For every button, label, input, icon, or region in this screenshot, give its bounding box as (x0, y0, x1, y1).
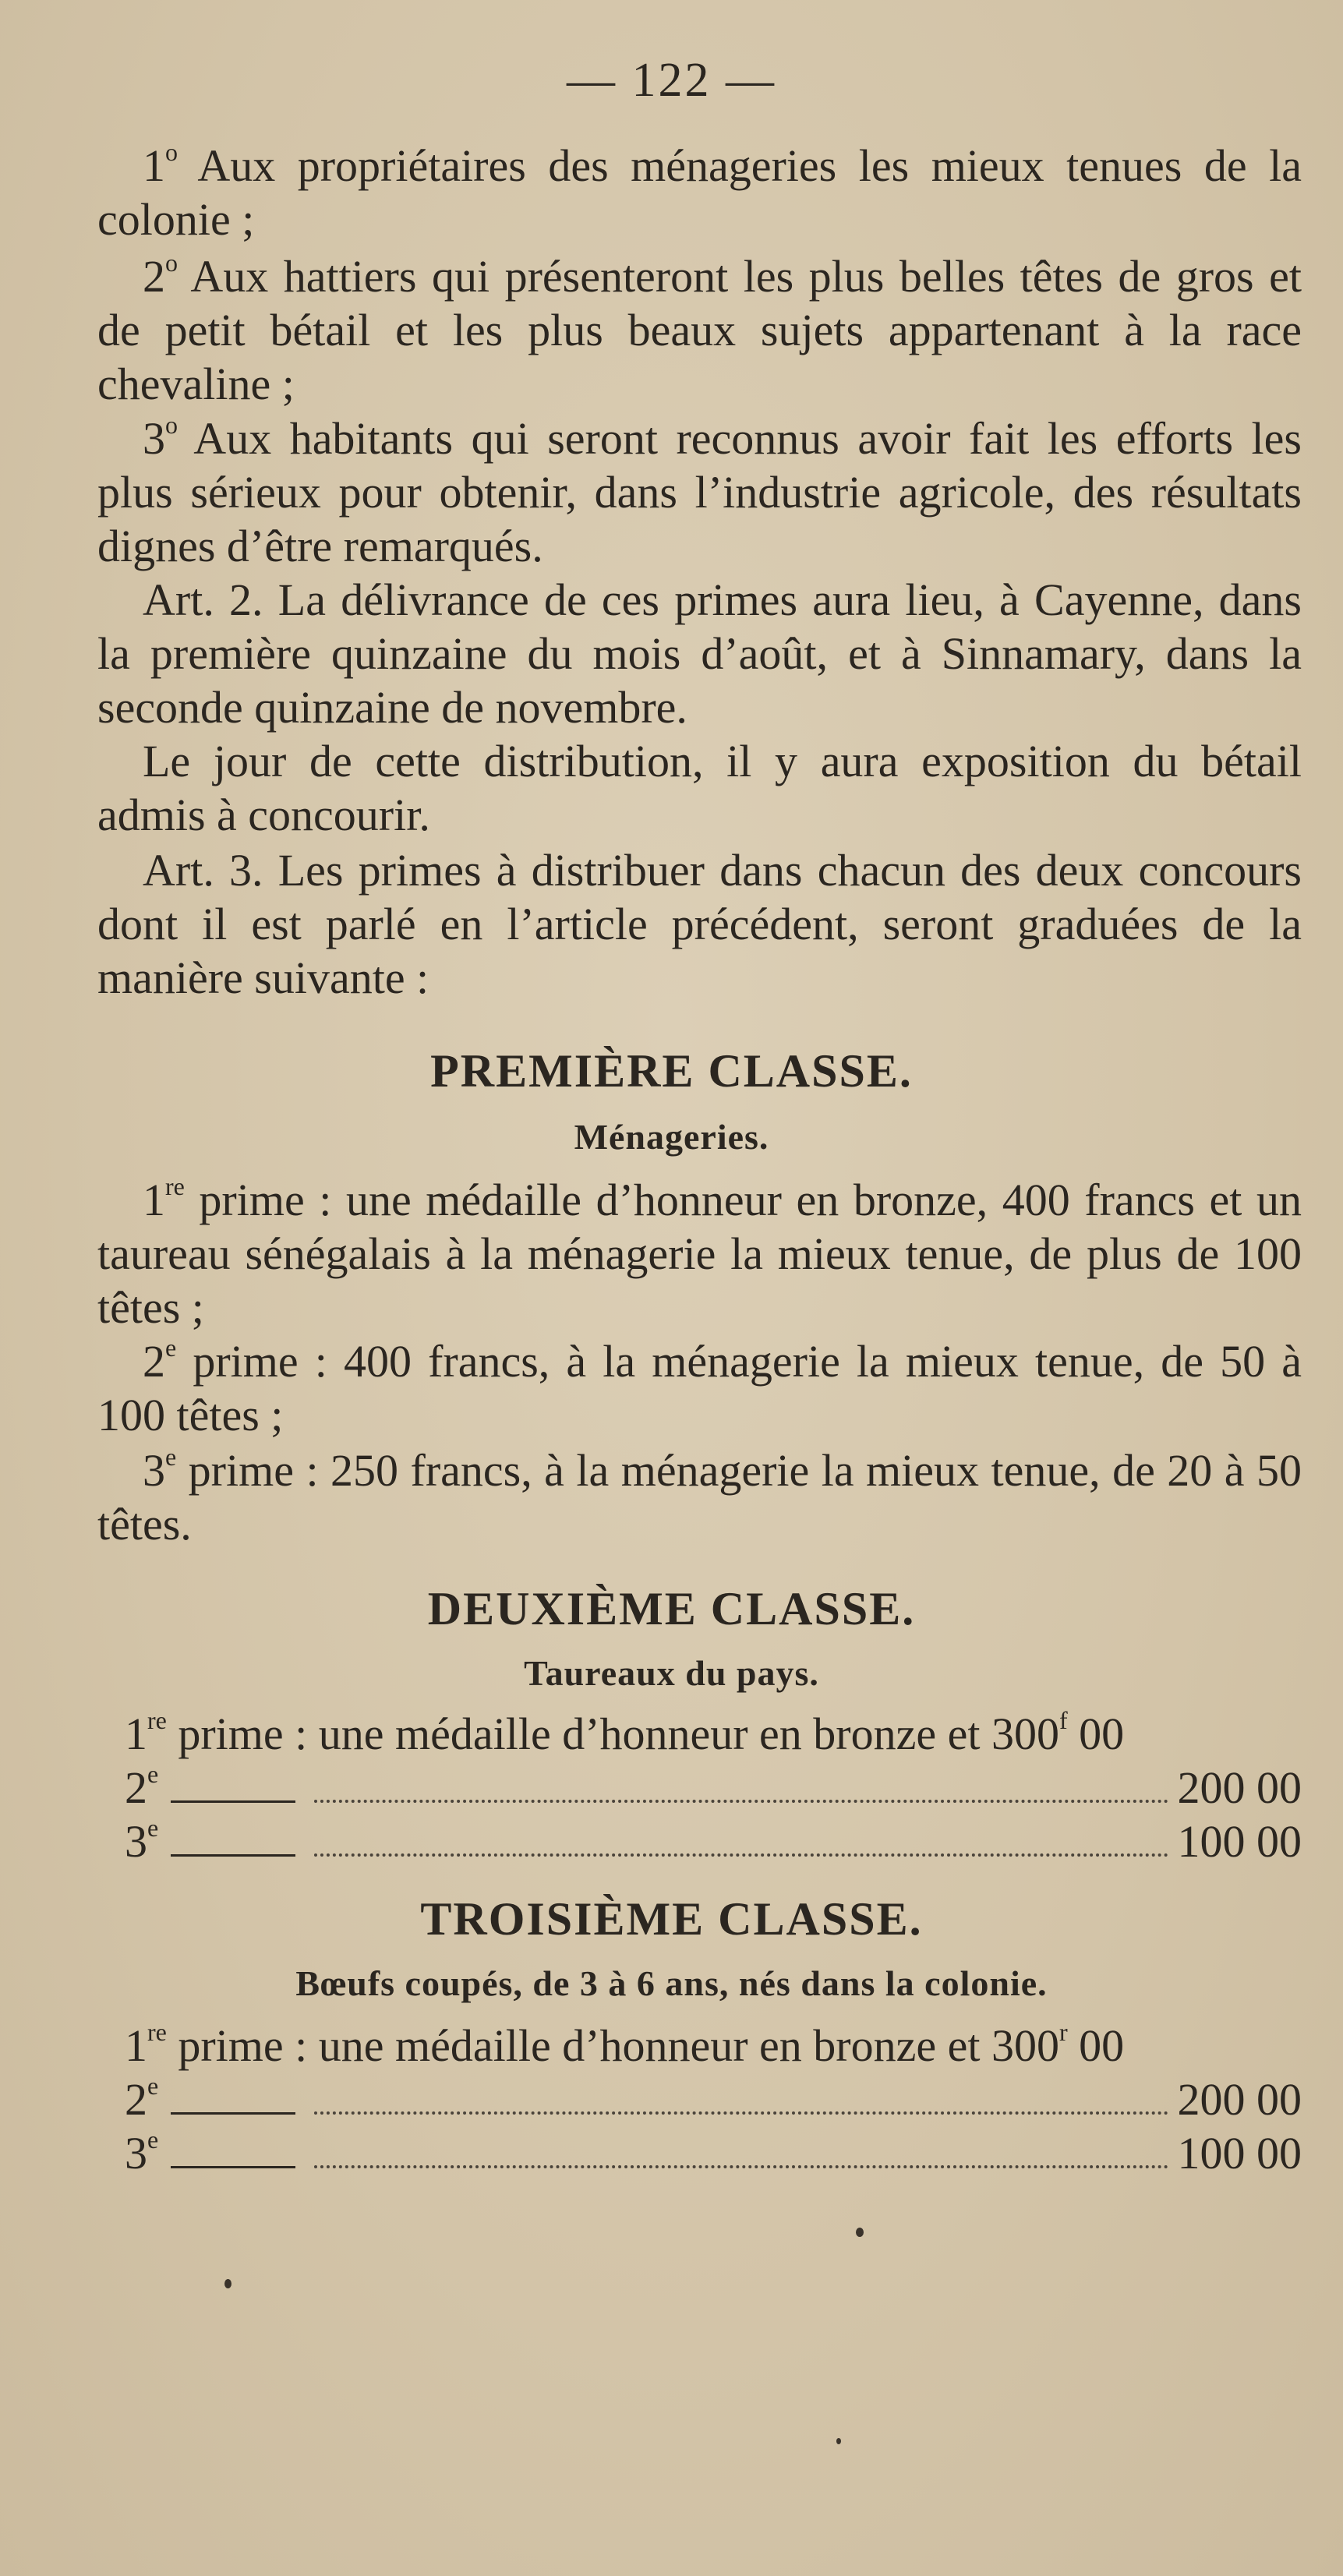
item-number: 2 (125, 1762, 147, 1813)
item-number-suffix: re (165, 1172, 185, 1200)
prime-cents: 00 (1067, 1708, 1125, 1759)
prime-amount: 100 00 (1177, 2128, 1302, 2178)
item-number-suffix: e (165, 1443, 177, 1471)
intro-item-1 (97, 139, 1302, 246)
prime-row-3 (125, 2126, 1302, 2181)
prime-amount: 200 00 (1177, 2074, 1302, 2125)
item-number: 1 (143, 140, 165, 191)
item-number-suffix: re (147, 2018, 167, 2046)
paper-speck (856, 2228, 864, 2237)
prime-item-1 (97, 1173, 1302, 1334)
prime-amount: 100 00 (1177, 1816, 1302, 1867)
item-number: 1 (125, 1708, 147, 1759)
item-text: Art. 3. Les primes à distribuer dans chacun des deux concours dont il est parlé en l’article précédent, seront graduées de la manière suivante : (97, 845, 1302, 1003)
item-number-suffix: e (147, 2125, 159, 2154)
item-text: prime : 400 francs, à la ménagerie la mieux tenue, de 50 à 100 têtes ; (97, 1336, 1302, 1440)
item-text: prime : une médaille d’honneur en bronze et (166, 2020, 991, 2071)
item-text: Le jour de cette distribution, il y aura exposition du bétail admis à concourir. (97, 736, 1302, 840)
section-title-deuxieme-classe: DEUXIÈME CLASSE. (427, 1583, 916, 1634)
item-number-suffix: e (147, 1760, 159, 1788)
item-text: prime : 250 francs, à la ménagerie la mieux tenue, de 20 à 50 têtes. (97, 1445, 1302, 1549)
paper-speck (224, 2279, 231, 2288)
intro-item-3 (97, 412, 1302, 573)
amount-suffix: r (1058, 2018, 1068, 2046)
leader-dots (314, 1800, 1168, 1803)
item-number: 2 (143, 251, 165, 302)
prime-amount: 300 (991, 1708, 1059, 1759)
article-3-paragraph (97, 843, 1302, 1005)
prime-item-3 (97, 1443, 1302, 1551)
intro-item-2 (97, 249, 1302, 411)
section-subtitle-boeufs: Bœufs coupés, de 3 à 6 ans, nés dans la colonie. (295, 1963, 1048, 2003)
item-number-suffix: re (147, 1706, 167, 1734)
exposition-paragraph (97, 734, 1302, 842)
item-number: 2 (143, 1336, 165, 1387)
leader-dots (314, 2165, 1168, 2168)
item-number-suffix: e (147, 1814, 159, 1842)
section-title-premiere-classe: PREMIÈRE CLASSE. (430, 1045, 913, 1097)
ditto-dash (171, 1800, 295, 1803)
item-text: Art. 2. La délivrance de ces primes aura lieu, à Cayenne, dans la première quinzaine du mois d’août, et à Sinnamary, dans la seconde quinzaine de novembre. (97, 574, 1302, 733)
item-text: Aux hattiers qui présenteront les plus belles têtes de gros et de petit bétail et les plus beaux sujets appartenant à la race chevaline ; (97, 251, 1302, 409)
item-number: 3 (125, 1816, 147, 1867)
page-number: — 122 — (567, 54, 776, 107)
prime-row-3 (125, 1815, 1302, 1869)
item-number-suffix: o (165, 249, 178, 277)
paper-speck (836, 2438, 841, 2444)
item-text: prime : une médaille d’honneur en bronze, 400 francs et un taureau sénégalais à la ménagerie la mieux tenue, de plus de 100 têtes ; (97, 1175, 1302, 1333)
leader-dots (314, 2111, 1168, 2115)
leader-dots (314, 1853, 1168, 1857)
item-text: Aux propriétaires des ménageries les mieux tenues de la colonie ; (97, 140, 1302, 245)
article-2-paragraph (97, 573, 1302, 734)
item-number-suffix: e (165, 1334, 177, 1362)
item-number: 3 (143, 413, 165, 464)
section-subtitle-taureaux: Taureaux du pays. (524, 1653, 819, 1693)
section-title-troisieme-classe: TROISIÈME CLASSE. (420, 1893, 923, 1945)
prime-row-2 (125, 2072, 1302, 2127)
prime-item-2 (97, 1334, 1302, 1442)
section-subtitle-menageries: Ménageries. (574, 1117, 769, 1157)
prime-row-1 (125, 2019, 1302, 2072)
prime-amount: 200 00 (1177, 1762, 1302, 1813)
item-number: 3 (125, 2128, 147, 2178)
item-text: prime : une médaille d’honneur en bronze et (166, 1708, 991, 1759)
prime-row-1 (125, 1707, 1302, 1761)
prime-row-2 (125, 1761, 1302, 1815)
item-number: 3 (143, 1445, 165, 1496)
prime-cents: 00 (1067, 2020, 1125, 2071)
item-number: 2 (125, 2074, 147, 2125)
ditto-dash (171, 1854, 295, 1857)
item-number: 1 (143, 1175, 165, 1225)
item-text: Aux habitants qui seront reconnus avoir fait les efforts les plus sérieux pour obtenir, dans l’industrie agricole, des résultats dignes d’être remarqués. (97, 413, 1302, 571)
ditto-dash (171, 2166, 295, 2168)
item-number-suffix: e (147, 2072, 159, 2100)
item-number-suffix: o (165, 138, 178, 166)
item-number-suffix: o (165, 411, 178, 439)
ditto-dash (171, 2112, 295, 2115)
prime-amount: 300 (991, 2020, 1059, 2071)
amount-suffix: f (1058, 1706, 1068, 1734)
item-number: 1 (125, 2020, 147, 2071)
